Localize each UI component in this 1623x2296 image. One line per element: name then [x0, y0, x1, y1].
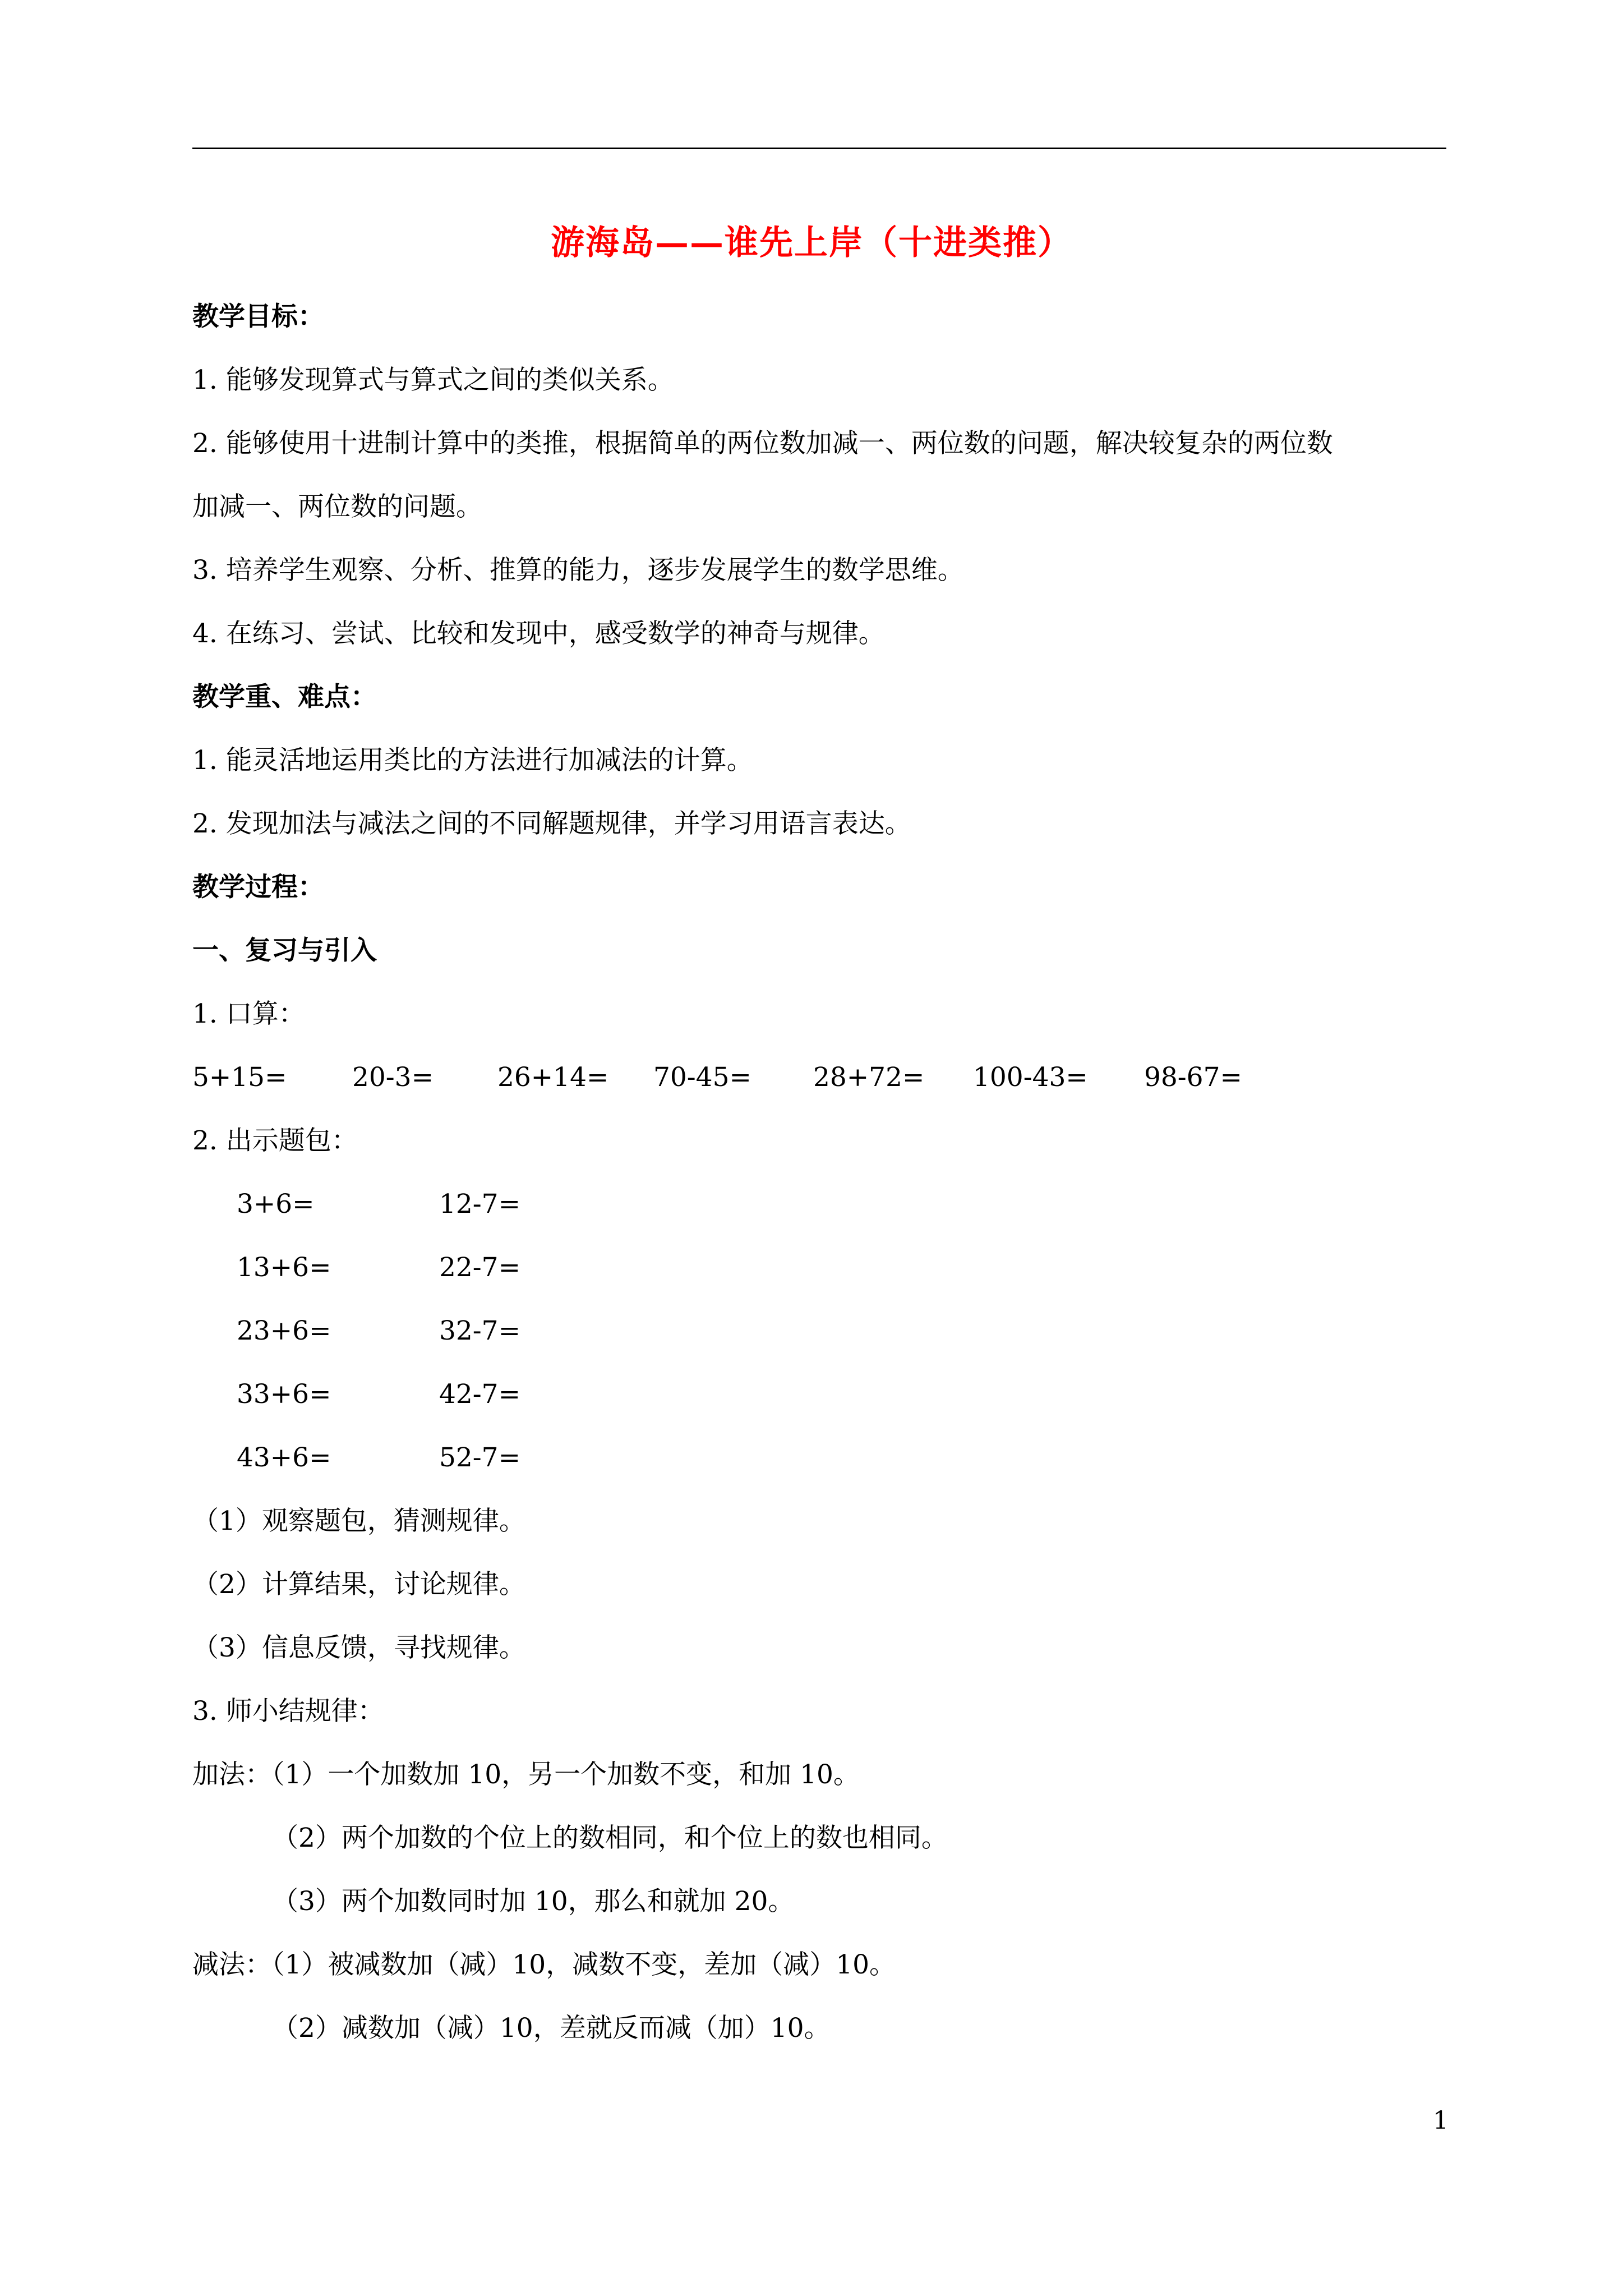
goal-item: 3. 培养学生观察、分析、推算的能力，逐步发展学生的数学思维。 — [192, 555, 964, 586]
goal-item-continued: 加减一、两位数的问题。 — [192, 491, 482, 522]
page-number: 1 — [1433, 2106, 1449, 2135]
goals-heading: 教学目标： — [192, 301, 324, 332]
package-sub-item: 32-7= — [439, 1315, 520, 1346]
part1-heading: 一、复习与引入 — [192, 935, 377, 966]
summary-label: 3. 师小结规律： — [192, 1696, 384, 1727]
step-item: （3）信息反馈，寻找规律。 — [192, 1632, 525, 1663]
package-sub-item: 52-7= — [439, 1442, 520, 1473]
package-add-item: 3+6= — [237, 1189, 315, 1220]
addition-rule: 加法：（1）一个加数加 10，另一个加数不变，和加 10。 — [192, 1759, 860, 1790]
subtraction-rule: 减法：（1）被减数加（减）10，减数不变，差加（减）10。 — [192, 1949, 896, 1980]
goal-item: 1. 能够发现算式与算式之间的类似关系。 — [192, 365, 674, 395]
oral-problem: 100-43= — [973, 1062, 1088, 1093]
header-rule — [192, 148, 1446, 149]
document-title: 游海岛——谁先上岸（十进类推） — [551, 223, 1072, 263]
goal-item: 2. 能够使用十进制计算中的类推，根据简单的两位数加减一、两位数的问题，解决较复杂的两位数 — [192, 428, 1333, 459]
oral-problem: 26+14= — [497, 1062, 609, 1093]
package-add-item: 33+6= — [237, 1379, 331, 1410]
oral-problem: 98-67= — [1144, 1062, 1242, 1093]
oral-problem: 28+72= — [813, 1062, 925, 1093]
package-label: 2. 出示题包： — [192, 1125, 358, 1156]
package-add-item: 43+6= — [237, 1442, 331, 1473]
package-add-item: 13+6= — [237, 1252, 331, 1283]
oral-problem: 5+15= — [192, 1062, 287, 1093]
focus-item: 1. 能灵活地运用类比的方法进行加减法的计算。 — [192, 745, 753, 776]
oral-problem: 70-45= — [653, 1062, 751, 1093]
focus-item: 2. 发现加法与减法之间的不同解题规律，并学习用语言表达。 — [192, 808, 911, 839]
step-item: （1）观察题包，猜测规律。 — [192, 1506, 525, 1536]
focus-heading: 教学重、难点： — [192, 682, 377, 712]
addition-rule: （2）两个加数的个位上的数相同，和个位上的数也相同。 — [272, 1823, 948, 1853]
step-item: （2）计算结果，讨论规律。 — [192, 1569, 525, 1600]
package-sub-item: 12-7= — [439, 1189, 520, 1220]
package-sub-item: 42-7= — [439, 1379, 520, 1410]
oral-problem: 20-3= — [352, 1062, 434, 1093]
subtraction-rule: （2）减数加（减）10，差就反而减（加）10。 — [272, 2013, 831, 2044]
addition-rule: （3）两个加数同时加 10，那么和就加 20。 — [272, 1886, 795, 1917]
package-add-item: 23+6= — [237, 1315, 331, 1346]
process-heading: 教学过程： — [192, 872, 324, 903]
package-sub-item: 22-7= — [439, 1252, 520, 1283]
oral-label: 1. 口算： — [192, 999, 305, 1029]
goal-item: 4. 在练习、尝试、比较和发现中，感受数学的神奇与规律。 — [192, 618, 885, 649]
